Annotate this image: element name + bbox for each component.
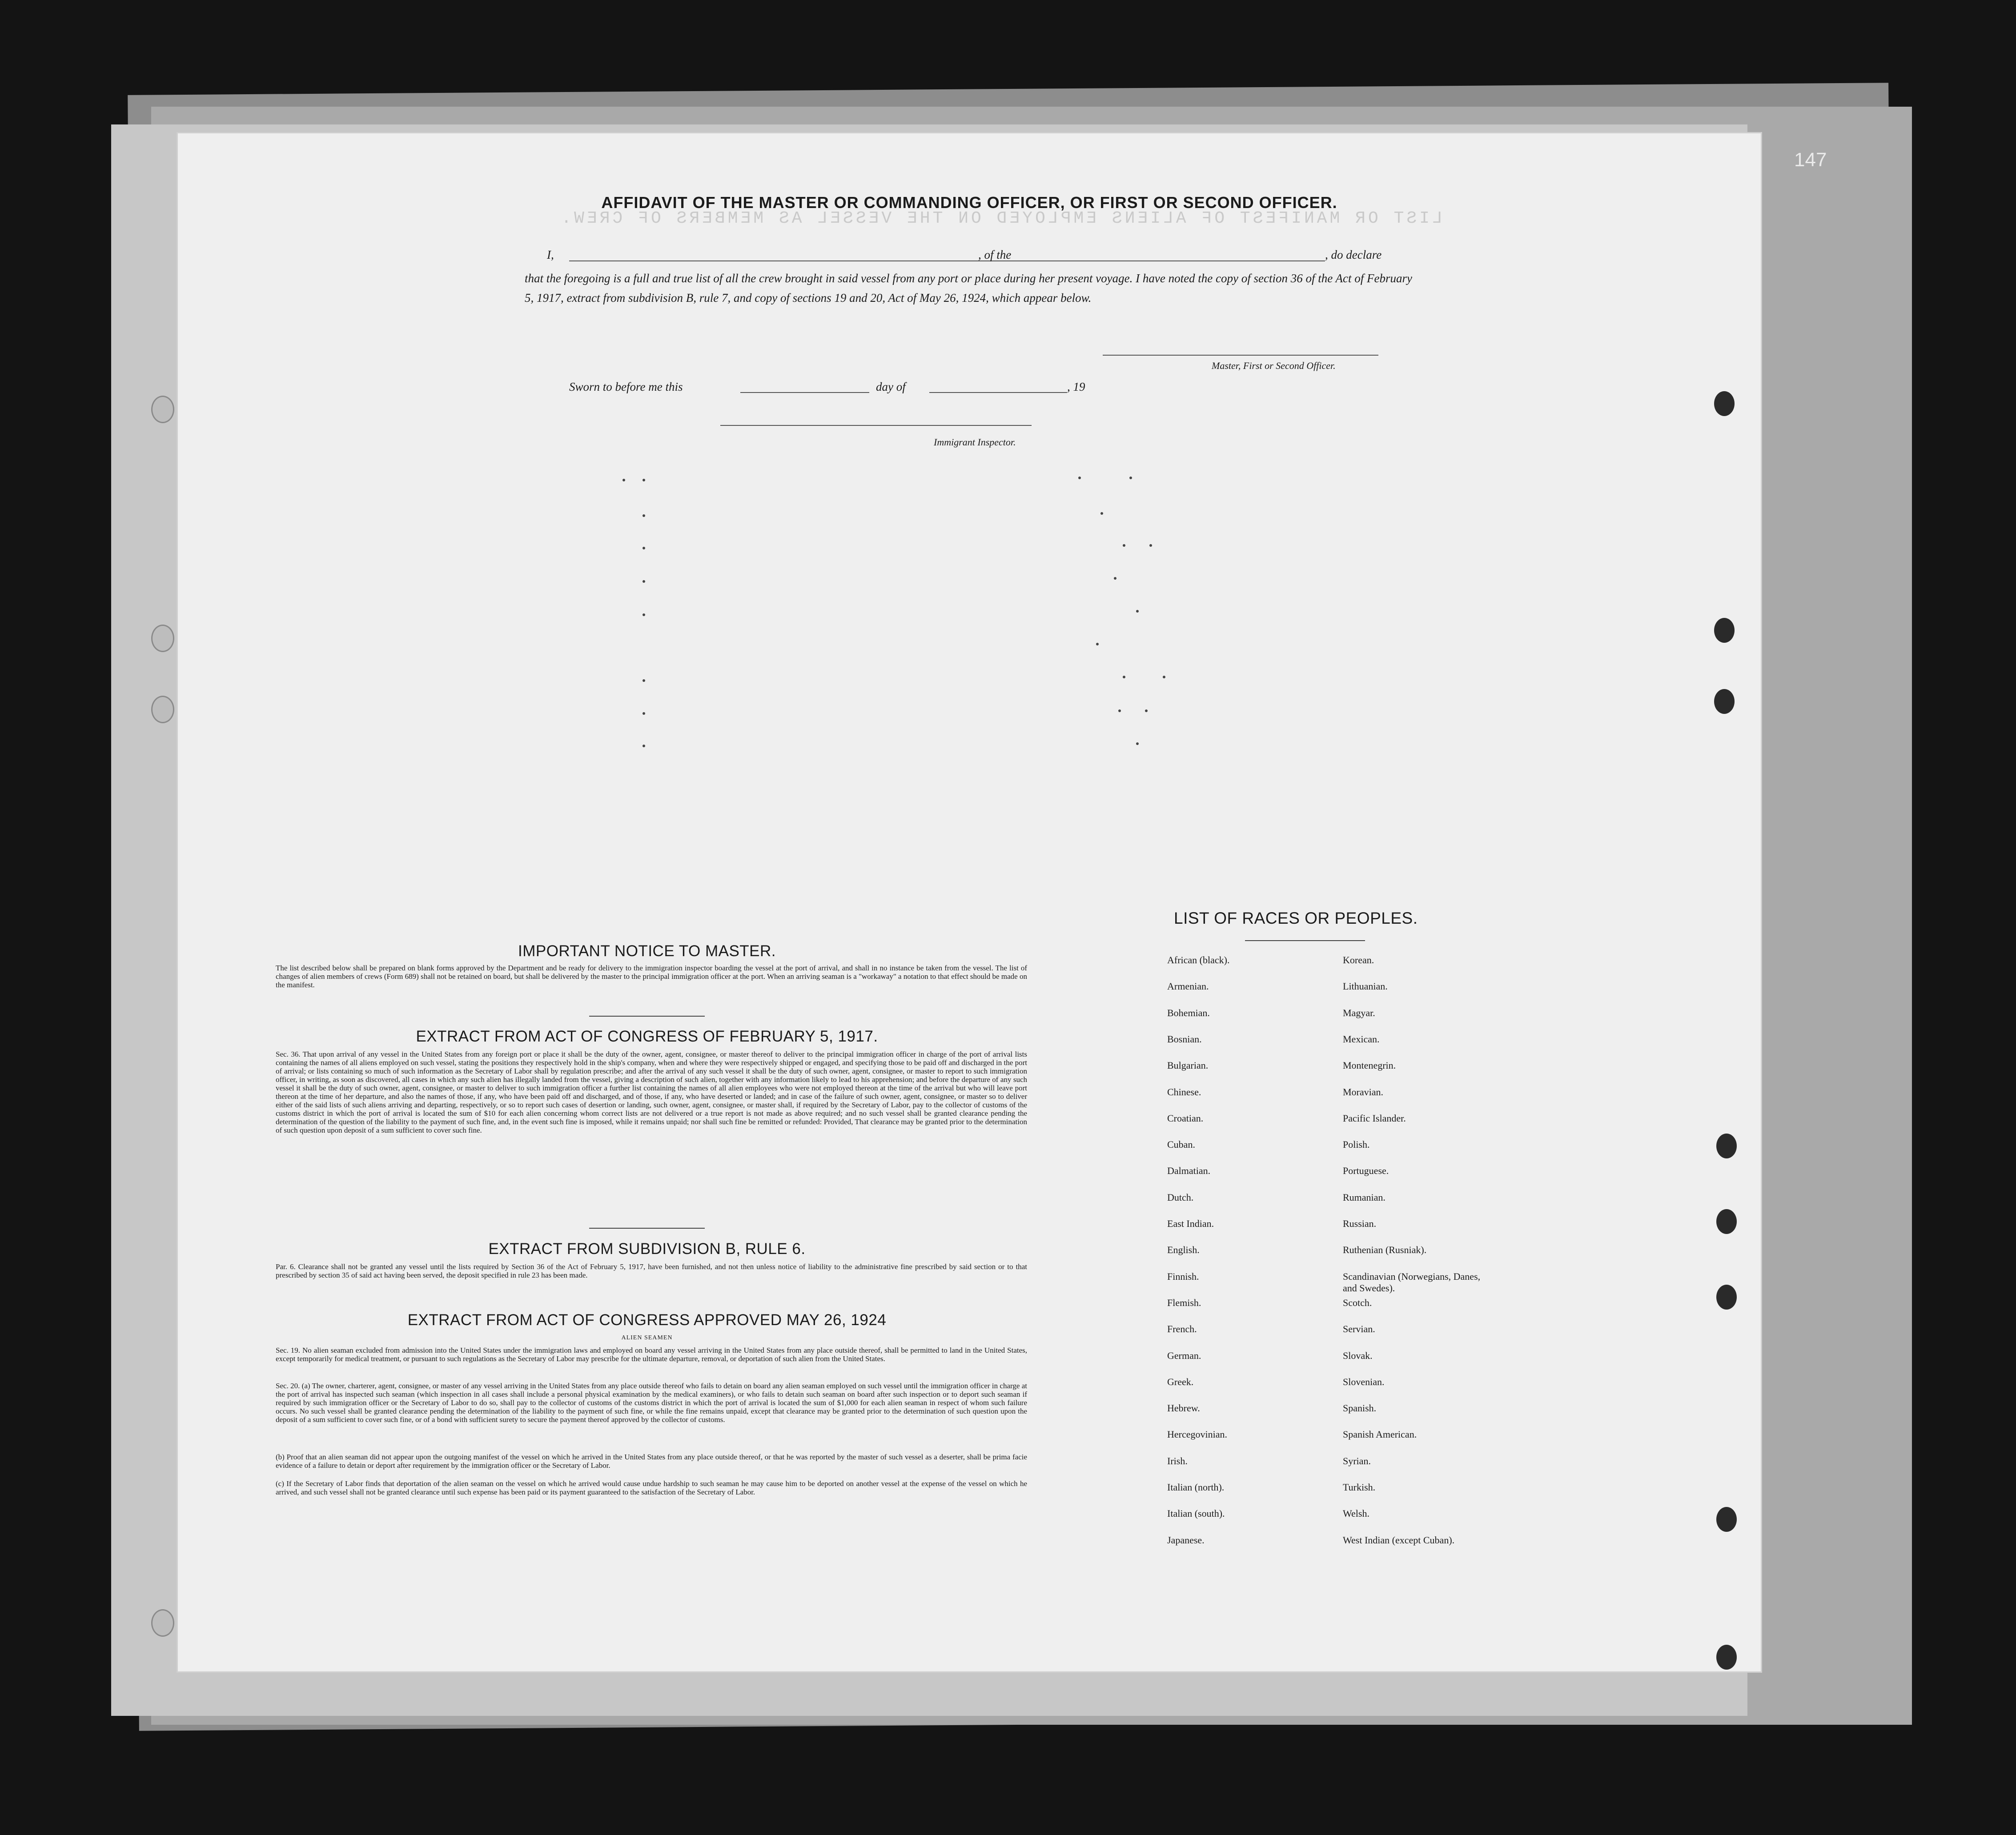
affidavit-do-declare: , do declare: [1325, 248, 1382, 261]
race-item: Italian (north).: [1167, 1482, 1225, 1493]
races-title: LIST OF RACES OR PEOPLES.: [1174, 909, 1418, 927]
rule6-text: Par. 6. Clearance shall not be granted any vessel until the lists required by Section 36 of the Act of February 5, 1917, have been furnished, and not then unless notice of liability to the administrative fine prescribed by said section or to that prescribed by section 35 of said act having been served, the deposit specified in rule 23 has been made.: [276, 1262, 1027, 1279]
race-item: Croatian.: [1167, 1112, 1204, 1124]
year-text: , 19: [1067, 380, 1085, 393]
day-of-text: day of: [876, 380, 906, 393]
race-item: Chinese.: [1167, 1086, 1201, 1098]
race-item: Slovenian.: [1343, 1376, 1385, 1387]
race-item: Finnish.: [1167, 1270, 1199, 1282]
race-item: Scotch.: [1343, 1297, 1372, 1308]
race-item: Polish.: [1343, 1139, 1370, 1150]
divider: [589, 1228, 705, 1229]
affidavit-body: that the foregoing is a full and true list of all the crew brought in said vessel from any port or place during her present voyage. I have noted the copy of section 36 of the Act of February 5, 1917, extract from subdivision B, rule 7, and copy of sections 19 and 20, Act of May 26, 1924, which appear below.: [525, 272, 1412, 304]
section-19-text: Sec. 19. No alien seaman excluded from admission into the United States under the immigration laws and employed on board any vessel arriving in the United States from any place outside thereof, shall be permitted to land in the United States, except temporarily for medical treatment, or pursuant to such regulations as the Secretary of Labor may prescribe for the ultimate departure, removal, or deportation of such alien from the United States.: [276, 1346, 1027, 1363]
master-signature-line: [1103, 355, 1378, 356]
race-item: Cuban.: [1167, 1139, 1195, 1150]
punch-hole: [1716, 1285, 1737, 1310]
race-item: Portuguese.: [1343, 1165, 1389, 1177]
extract-1917-text: Sec. 36. That upon arrival of any vessel in the United States from any foreign port or place it shall be the duty of the owner, agent, consignee, or master thereof to deliver to the principal immigration officer in charge of the port of arrival lists containing the names of all aliens employed on such vessel, stating the positions they respectively hold in the ship's company, when and where they were respectively shipped or engaged, and specifying those to be paid off and discharged in the port of arrival; or lists containing so much of such information as the Secretary of Labor shall by regulation prescribe; and after the arrival of any such vessel it shall be the duty of such owner, agent, consignee, or master to report to such immigration officer, in writing, as soon as discovered, all cases in which any such alien has illegally landed from the vessel, giving a description of such alien, together with any information likely to lead to his apprehension; and before the departure of any such vessel it shall be the duty of such owner, agent, consignee, or master to deliver to such immigration officer a further list containing the names of all alien employees who were not employed thereon at the time of the arrival but who will leave port thereon at the time of her departure, and also the names of those, if any, who have been paid off and discharged, and of those, if any, who have deserted or landed; and in case of the failure of such owner, agent, consignee, or master so to deliver either of the said lists of such aliens arriving and departing, respectively, or so to report such cases of desertion or landing, such owner, agent, consignee, or master shall, if required by the Secretary of Labor, pay to the collector of customs of the customs district in which the port of arrival is located the sum of $10 for each alien concerning whom correct lists are not delivered or a true report is not made as above required; and no such vessel shall be granted clearance pending the determination of the question of the liability to the payment of such fine, and, in the event such fine is imposed, while it remains unpaid; nor shall such fine be remitted or refunded: Provided, That clearance may be granted prior to the determination of such question upon deposit of a sum sufficient to cover such fine.: [276, 1050, 1027, 1134]
race-item: Hebrew.: [1167, 1402, 1200, 1414]
section-20c-text: (c) If the Secretary of Labor finds that deportation of the alien seaman on the vessel on which he arrived would cause undue hardship to such seaman he may cause him to be deported on another vessel at the expense of the vessel on which he arrived, and such vessel shall not be granted clearance until such expense has been paid or its payment guaranteed to the satisfaction of the Secretary of Labor.: [276, 1479, 1027, 1496]
race-item: Ruthenian (Rusniak).: [1343, 1244, 1427, 1256]
race-item: Bohemian.: [1167, 1007, 1210, 1018]
race-item: Pacific Islander.: [1343, 1112, 1406, 1124]
race-item: Montenegrin.: [1343, 1060, 1396, 1071]
punch-hole: [1716, 1209, 1737, 1234]
race-item: Flemish.: [1167, 1297, 1201, 1308]
section-20a-text: Sec. 20. (a) The owner, charterer, agent, consignee, or master of any vessel arriving in the United States from any place outside thereof who fails to detain on board any alien seaman employed on such vessel until the immigration officer in charge at the port of arrival has inspected such seaman (which inspection in all cases shall include a personal physical examination by the medical examiners), or who fails to detain such seaman on board after such inspection or to deport such seaman if required by such immigration officer or the Secretary of Labor to do so, shall pay to the collector of customs of the customs district in which the port of arrival is located the sum of $1,000 for each alien seaman in respect of whom such failure occurs. No such vessel shall be granted clearance pending the determination of the liability to the payment of such fine, or while the fine remains unpaid, except that clearance may be granted prior to the determination of such question upon the deposit of a sum sufficient to cover such fine, or of a bond with sufficient surety to secure the payment thereof approved by the collector of customs.: [276, 1382, 1027, 1424]
race-item: Rumanian.: [1343, 1191, 1385, 1203]
race-item: Welsh.: [1343, 1508, 1369, 1519]
punch-hole: [1716, 1134, 1737, 1158]
extract-1917-title: EXTRACT FROM ACT OF CONGRESS OF FEBRUARY 5, 1917.: [416, 1028, 878, 1045]
race-item: Mexican.: [1343, 1033, 1380, 1045]
race-item: Slovak.: [1343, 1350, 1373, 1361]
affidavit-i: I,: [547, 248, 554, 261]
race-item: Bosnian.: [1167, 1033, 1202, 1045]
race-item: Bulgarian.: [1167, 1060, 1209, 1071]
race-item: Japanese.: [1167, 1534, 1205, 1546]
punch-hole: [1716, 1645, 1737, 1670]
bleed-through-header: LIST OR MANIFEST OF ALIENS EMPLOYED ON THE VESSEL AS MEMBERS OF CREW.: [558, 209, 1442, 228]
race-item: Greek.: [1167, 1376, 1194, 1387]
race-item: Lithuanian.: [1343, 981, 1388, 992]
race-item: Syrian.: [1343, 1455, 1371, 1466]
page-number: 147: [1794, 149, 1827, 171]
sworn-day-line: [740, 392, 869, 393]
race-item: Italian (south).: [1167, 1508, 1225, 1519]
race-item: Irish.: [1167, 1455, 1188, 1466]
divider: [1245, 940, 1365, 941]
race-item: Magyar.: [1343, 1007, 1375, 1018]
inspector-signature-line: [720, 425, 1032, 426]
race-item: Russian.: [1343, 1218, 1377, 1229]
affidavit-of-the: , of the: [978, 248, 1012, 261]
manifest-page: [178, 133, 1761, 1671]
notice-text: The list described below shall be prepared on blank forms approved by the Department and be ready for delivery to the immigration inspector boarding the vessel at the port of arrival, and shall in no instance be taken from the vessel. The list of changes of alien members of crews (Form 689) shall not be retained on board, but shall be delivered by the master to the principal immigration officer at the port. When an arriving seaman is a "workaway" a notation to that effect should be made on the manifest.: [276, 964, 1027, 989]
sworn-month-line: [929, 392, 1067, 393]
vessel-line: [1049, 260, 1325, 261]
race-item: French.: [1167, 1323, 1197, 1335]
race-item: African (black).: [1167, 954, 1230, 966]
punch-hole: [1714, 618, 1735, 643]
punch-hole: [151, 696, 174, 723]
punch-hole: [151, 396, 174, 423]
race-item: Dutch.: [1167, 1191, 1194, 1203]
race-item: Moravian.: [1343, 1086, 1384, 1098]
race-item: West Indian (except Cuban).: [1343, 1534, 1455, 1546]
inspector-caption: Immigrant Inspector.: [934, 437, 1016, 448]
master-signature-caption: Master, First or Second Officer.: [1212, 360, 1336, 371]
extract-1924-subtitle: ALIEN SEAMEN: [621, 1334, 673, 1341]
race-item: East Indian.: [1167, 1218, 1214, 1229]
race-item: Spanish.: [1343, 1402, 1377, 1414]
divider: [589, 1016, 705, 1017]
rule6-title: EXTRACT FROM SUBDIVISION B, RULE 6.: [488, 1240, 806, 1258]
race-item: Korean.: [1343, 954, 1374, 966]
punch-hole: [151, 1609, 174, 1637]
notice-title: IMPORTANT NOTICE TO MASTER.: [518, 942, 776, 960]
race-item: Servian.: [1343, 1323, 1375, 1335]
affidavit-title: AFFIDAVIT OF THE MASTER OR COMMANDING OFFICER, OR FIRST OR SECOND OFFICER.: [601, 193, 1337, 212]
punch-hole: [151, 625, 174, 652]
race-item: Hercegovinian.: [1167, 1429, 1227, 1440]
race-item: Armenian.: [1167, 981, 1209, 992]
punch-hole: [1716, 1507, 1737, 1532]
race-item: Dalmatian.: [1167, 1165, 1211, 1177]
punch-hole: [1714, 689, 1735, 714]
section-20b-text: (b) Proof that an alien seaman did not appear upon the outgoing manifest of the vessel on which he arrived in the United States from any place outside thereof, or that he was reported by the master of such vessel as a deserter, shall be prima facie evidence of a failure to detain or deport after requirement by the immigration officer or the Secretary of Labor.: [276, 1453, 1027, 1470]
extract-1924-title: EXTRACT FROM ACT OF CONGRESS APPROVED MAY 26, 1924: [407, 1311, 887, 1329]
punch-hole: [1714, 391, 1735, 416]
race-item: Spanish American.: [1343, 1429, 1417, 1440]
race-item: English.: [1167, 1244, 1200, 1256]
sworn-text: Sworn to before me this: [569, 380, 683, 393]
race-item: Turkish.: [1343, 1482, 1376, 1493]
race-item: German.: [1167, 1350, 1201, 1361]
race-item: Scandinavian (Norwegians, Danes, and Swedes).: [1343, 1270, 1481, 1294]
